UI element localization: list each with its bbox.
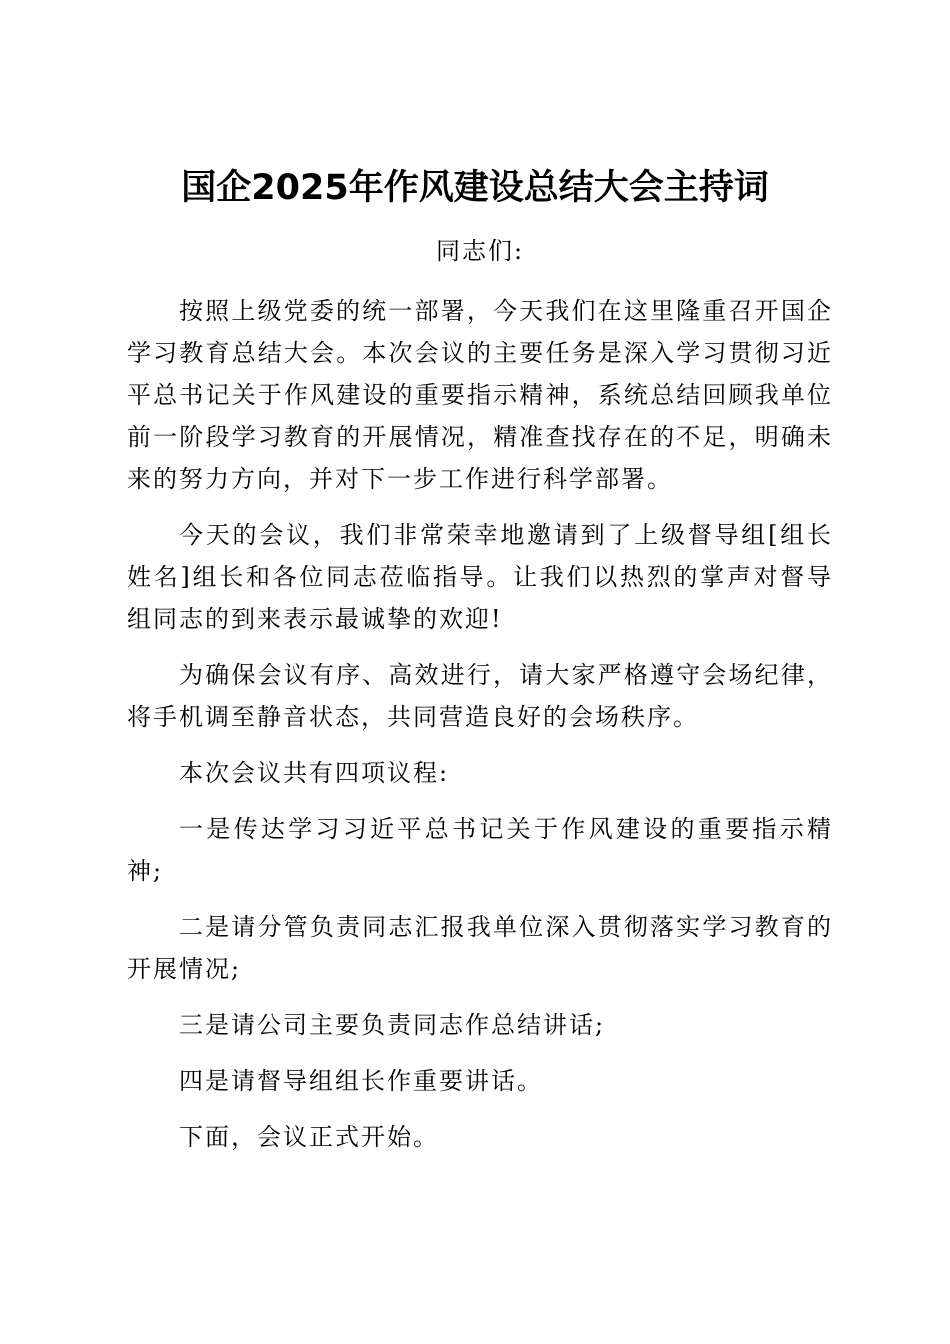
paragraph-discipline: 为确保会议有序、高效进行，请大家严格遵守会场纪律，将手机调至静音状态，共同营造良好的会场秩序。 — [127, 661, 833, 731]
salutation: 同志们: — [435, 237, 525, 265]
document-title: 国企2025年作风建设总结大会主持词 — [181, 168, 769, 208]
document-body — [127, 230, 833, 1158]
agenda-item-3: 三是请公司主要负责同志作总结讲话; — [179, 1011, 606, 1039]
paragraph-opening: 按照上级党委的统一部署，今天我们在这里隆重召开国企学习教育总结大会。本次会议的主要任务是深入学习贯彻习近平总书记关于作风建设的重要指示精神，系统总结回顾我单位前一阶段学习教育的开展情况，精准查找存在的不足，明确未来的努力方向，并对下一步工作进行科学部署。 — [127, 297, 833, 493]
paragraph-closing: 下面，会议正式开始。 — [179, 1123, 439, 1151]
agenda-item-2: 二是请分管负责同志汇报我单位深入贯彻落实学习教育的开展情况; — [127, 913, 833, 983]
paragraph-welcome: 今天的会议，我们非常荣幸地邀请到了上级督导组[组长姓名]组长和各位同志莅临指导。让我们以热烈的掌声对督导组同志的到来表示最诚挚的欢迎! — [127, 521, 833, 633]
paragraph-agenda-intro: 本次会议共有四项议程: — [179, 759, 450, 787]
agenda-item-1: 一是传达学习习近平总书记关于作风建设的重要指示精神; — [127, 815, 833, 885]
agenda-item-4: 四是请督导组组长作重要讲话。 — [179, 1067, 543, 1095]
